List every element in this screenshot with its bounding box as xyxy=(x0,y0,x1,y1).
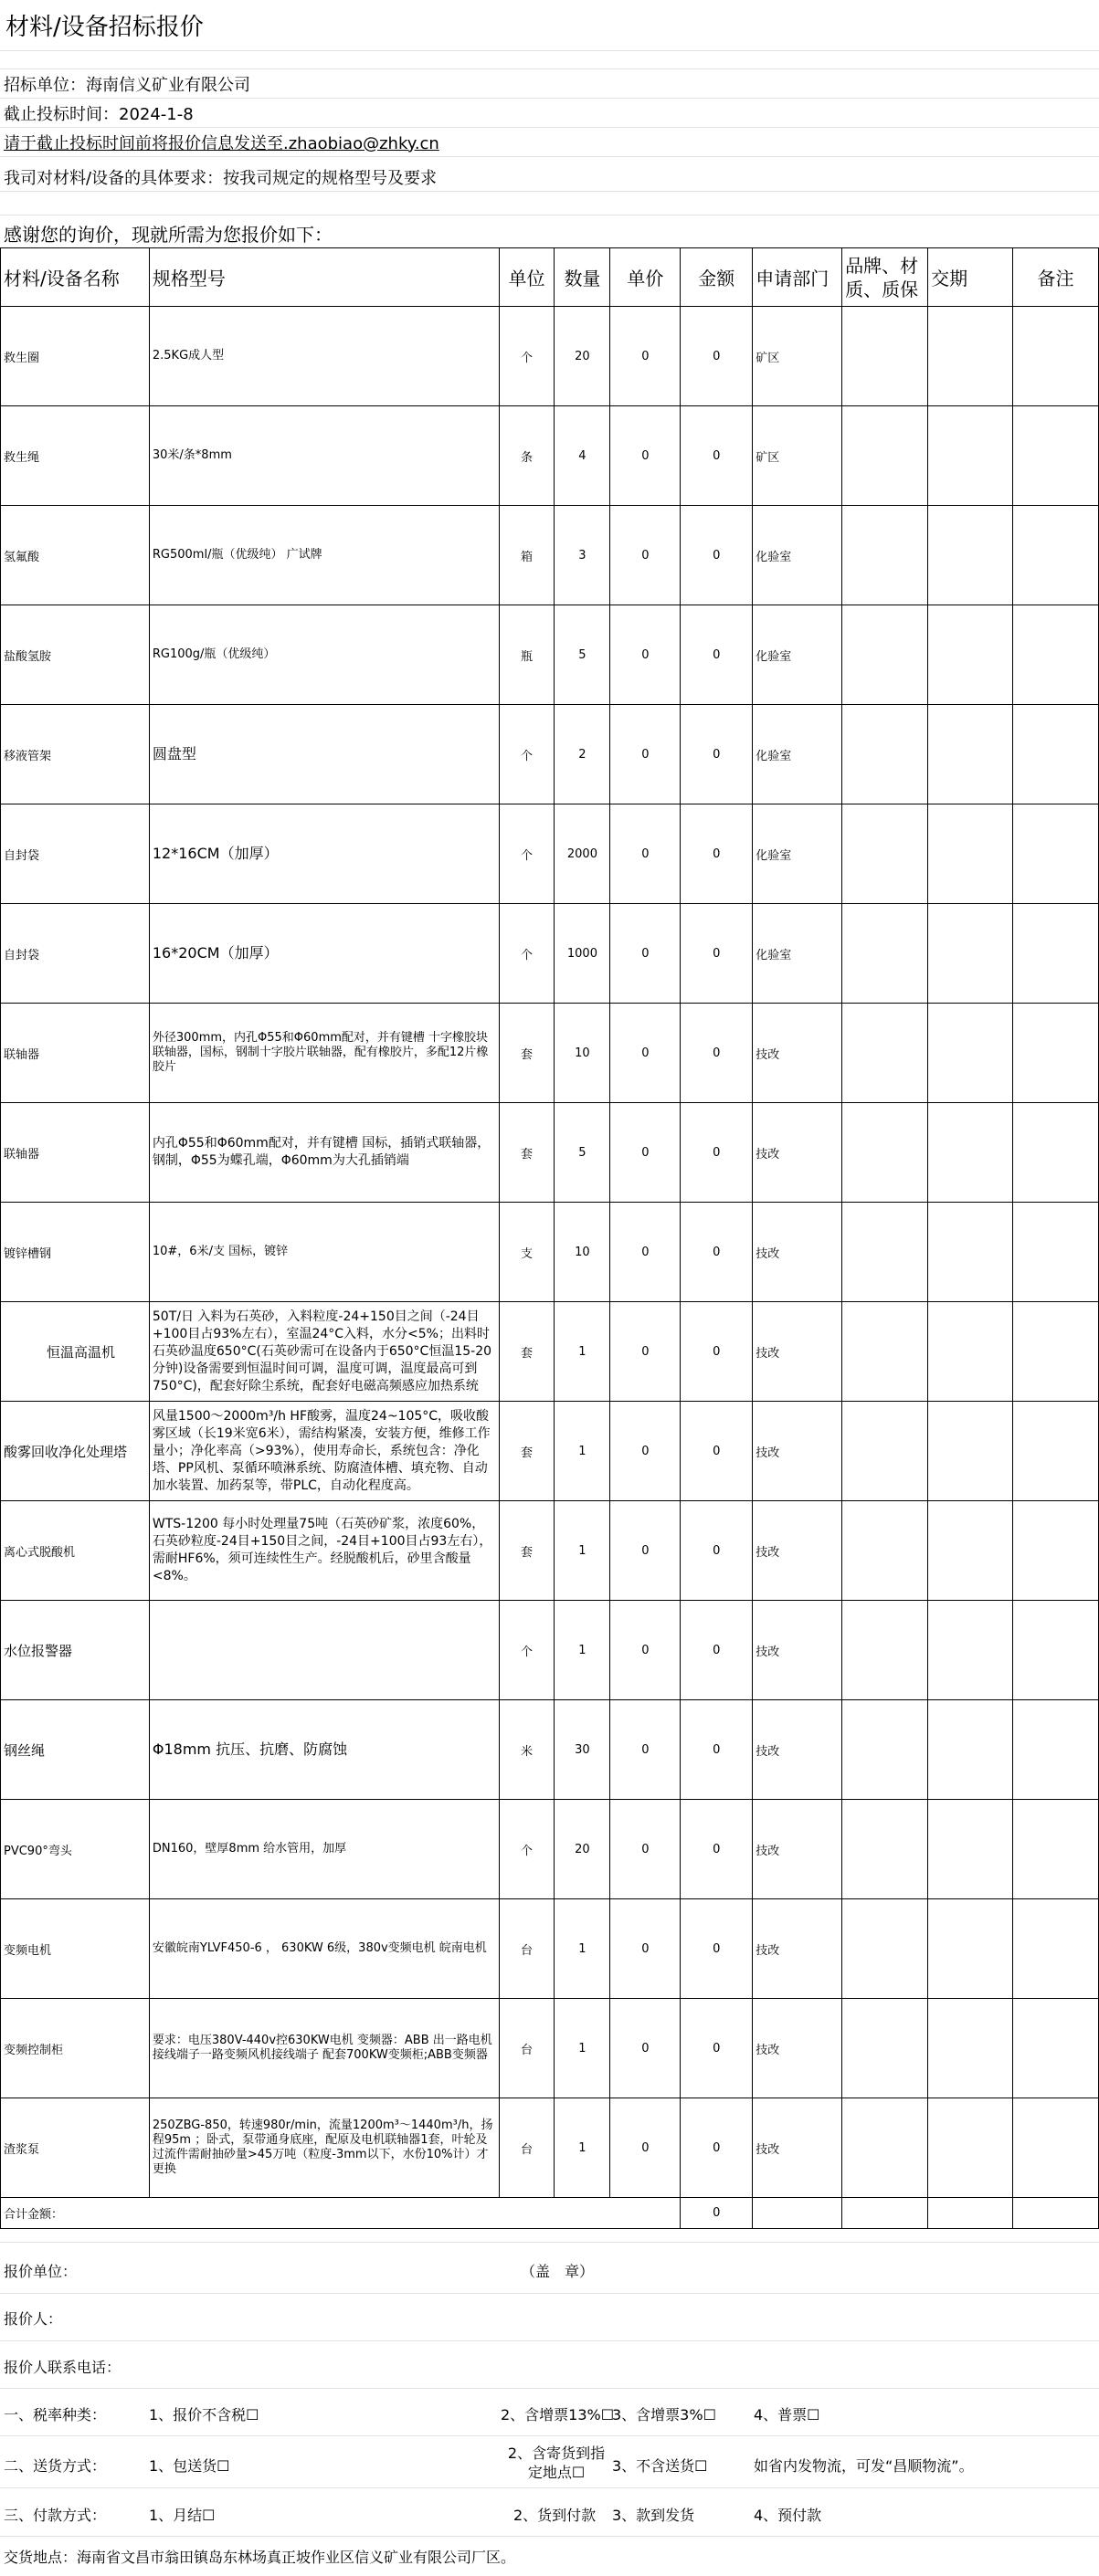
shipping-note: 如省内发物流，可发“昌顺物流”。 xyxy=(754,2457,974,2475)
item-dept: 技改 xyxy=(753,1004,842,1103)
item-dept: 矿区 xyxy=(753,406,842,506)
item-qty: 4 xyxy=(555,406,610,506)
item-price: 0 xyxy=(610,406,681,506)
payment-option-3[interactable]: 3、款到发货 xyxy=(612,2507,695,2524)
item-name: 变频电机 xyxy=(1,1899,150,1999)
item-price: 0 xyxy=(610,605,681,705)
item-price: 0 xyxy=(610,904,681,1004)
table-row xyxy=(1,1203,1099,1302)
item-name: 联轴器 xyxy=(1,1004,150,1103)
tax-option-3[interactable]: 3、含增票3%☐ xyxy=(612,2406,716,2424)
col-dept: 申请部门 xyxy=(753,248,842,307)
item-unit: 米 xyxy=(499,1700,555,1800)
item-amount: 0 xyxy=(681,307,753,406)
tax-option-1[interactable]: 1、报价不含税☐ xyxy=(149,2406,259,2424)
item-delivery xyxy=(928,406,1013,506)
item-name: 自封袋 xyxy=(1,804,150,904)
item-unit: 套 xyxy=(499,1302,555,1402)
table-row xyxy=(1,1601,1099,1700)
item-qty: 2000 xyxy=(555,804,610,904)
item-amount: 0 xyxy=(681,1800,753,1899)
item-amount: 0 xyxy=(681,2098,753,2198)
item-delivery xyxy=(928,1103,1013,1203)
item-unit: 个 xyxy=(499,804,555,904)
item-spec: 12*16CM（加厚） xyxy=(149,804,499,904)
item-dept: 化验室 xyxy=(753,705,842,804)
table-header-row xyxy=(1,248,1099,307)
item-price: 0 xyxy=(610,2098,681,2198)
item-dept: 技改 xyxy=(753,1103,842,1203)
item-amount: 0 xyxy=(681,1601,753,1700)
table-row xyxy=(1,1999,1099,2098)
table-row xyxy=(1,1800,1099,1899)
item-amount: 0 xyxy=(681,1501,753,1601)
item-brand xyxy=(842,1601,928,1700)
item-name: 恒温高温机 xyxy=(1,1302,150,1402)
item-price: 0 xyxy=(610,1103,681,1203)
table-row xyxy=(1,406,1099,506)
item-remark xyxy=(1013,1899,1099,1999)
item-name: 镀锌槽钢 xyxy=(1,1203,150,1302)
item-qty: 30 xyxy=(555,1700,610,1800)
item-qty: 3 xyxy=(555,506,610,605)
item-remark xyxy=(1013,605,1099,705)
item-qty: 20 xyxy=(555,307,610,406)
item-unit: 台 xyxy=(499,2098,555,2198)
item-spec: DN160，壁厚8mm 给水管用，加厚 xyxy=(149,1800,499,1899)
table-row xyxy=(1,1700,1099,1800)
item-name: 钢丝绳 xyxy=(1,1700,150,1800)
item-spec: 要求：电压380V-440v控630KW电机 变频器：ABB 出一路电机接线端子一路变频风机接线端子 配套700KW变频柜;ABB变频器 xyxy=(149,1999,499,2098)
item-amount: 0 xyxy=(681,406,753,506)
item-amount: 0 xyxy=(681,1402,753,1501)
item-dept: 技改 xyxy=(753,1402,842,1501)
item-remark xyxy=(1013,1999,1099,2098)
item-unit: 套 xyxy=(499,1501,555,1601)
item-dept: 技改 xyxy=(753,1501,842,1601)
item-amount: 0 xyxy=(681,1302,753,1402)
col-delivery: 交期 xyxy=(928,248,1013,307)
table-row xyxy=(1,1402,1099,1501)
item-price: 0 xyxy=(610,1501,681,1601)
item-remark xyxy=(1013,1203,1099,1302)
shipping-option-3[interactable]: 3、不含送货☐ xyxy=(612,2457,708,2475)
table-row xyxy=(1,307,1099,406)
item-brand xyxy=(842,1501,928,1601)
item-price: 0 xyxy=(610,506,681,605)
item-price: 0 xyxy=(610,1402,681,1501)
item-spec: 30米/条*8mm xyxy=(149,406,499,506)
item-delivery xyxy=(928,1999,1013,2098)
item-name: 水位报警器 xyxy=(1,1601,150,1700)
item-name: PVC90°弯头 xyxy=(1,1800,150,1899)
page-title: 材料/设备招标报价 xyxy=(0,0,1099,51)
item-remark xyxy=(1013,705,1099,804)
item-unit: 套 xyxy=(499,1103,555,1203)
item-qty: 1 xyxy=(555,1899,610,1999)
table-row xyxy=(1,1103,1099,1203)
item-brand xyxy=(842,506,928,605)
item-name: 救生圈 xyxy=(1,307,150,406)
item-qty: 1 xyxy=(555,1999,610,2098)
item-delivery xyxy=(928,307,1013,406)
item-dept: 技改 xyxy=(753,1999,842,2098)
item-brand xyxy=(842,1203,928,1302)
item-qty: 10 xyxy=(555,1004,610,1103)
tax-label: 一、税率种类： xyxy=(4,2406,107,2424)
item-brand xyxy=(842,1999,928,2098)
col-price: 单价 xyxy=(610,248,681,307)
item-spec: 250ZBG-850，转速980r/min，流量1200m³～1440m³/h，扬程95m ；卧式，泵带通身底座，配原及电机联轴器1套，叶轮及过流件需耐抽砂量>45万吨（粒度-3mm以下，水份10%计）才更换 xyxy=(149,2098,499,2198)
item-amount: 0 xyxy=(681,1004,753,1103)
item-delivery xyxy=(928,904,1013,1004)
item-spec: 安徽皖南YLVF450-6 ， 630KW 6级，380v变频电机 皖南电机 xyxy=(149,1899,499,1999)
item-amount: 0 xyxy=(681,1999,753,2098)
item-qty: 1 xyxy=(555,1402,610,1501)
item-brand xyxy=(842,1899,928,1999)
item-unit: 瓶 xyxy=(499,605,555,705)
item-unit: 套 xyxy=(499,1004,555,1103)
item-remark xyxy=(1013,1103,1099,1203)
item-price: 0 xyxy=(610,307,681,406)
item-remark xyxy=(1013,2098,1099,2198)
email-line[interactable] xyxy=(0,128,1099,157)
item-brand xyxy=(842,2098,928,2198)
item-name: 自封袋 xyxy=(1,904,150,1004)
item-brand xyxy=(842,904,928,1004)
item-dept: 技改 xyxy=(753,1601,842,1700)
quotation-table xyxy=(0,247,1099,2229)
item-delivery xyxy=(928,1899,1013,1999)
item-dept: 矿区 xyxy=(753,307,842,406)
col-amount: 金额 xyxy=(681,248,753,307)
item-qty: 20 xyxy=(555,1800,610,1899)
bidder-line: 招标单位：海南信义矿业有限公司 xyxy=(0,69,1099,99)
item-remark xyxy=(1013,804,1099,904)
item-spec: 内孔Φ55和Φ60mm配对，并有键槽 国标，插销式联轴器，钢制，Φ55为蝶孔端，Φ60mm为大孔插销端 xyxy=(149,1103,499,1203)
item-dept: 技改 xyxy=(753,1800,842,1899)
item-name: 变频控制柜 xyxy=(1,1999,150,2098)
col-name: 材料/设备名称 xyxy=(1,248,150,307)
item-brand xyxy=(842,1302,928,1402)
table-row xyxy=(1,2098,1099,2198)
item-price: 0 xyxy=(610,804,681,904)
item-delivery xyxy=(928,1800,1013,1899)
item-dept: 技改 xyxy=(753,1302,842,1402)
item-dept: 化验室 xyxy=(753,605,842,705)
item-delivery xyxy=(928,2098,1013,2198)
item-price: 0 xyxy=(610,1999,681,2098)
item-delivery xyxy=(928,804,1013,904)
email-link[interactable]: 请于截止投标时间前将报价信息发送至.zhaobiao@zhky.cn xyxy=(4,133,439,153)
item-remark xyxy=(1013,1700,1099,1800)
item-delivery xyxy=(928,705,1013,804)
item-unit: 个 xyxy=(499,705,555,804)
item-unit: 个 xyxy=(499,307,555,406)
item-spec: Φ18mm 抗压、抗磨、防腐蚀 xyxy=(149,1700,499,1800)
item-price: 0 xyxy=(610,1302,681,1402)
item-amount: 0 xyxy=(681,904,753,1004)
item-remark xyxy=(1013,406,1099,506)
item-remark xyxy=(1013,1402,1099,1501)
item-brand xyxy=(842,307,928,406)
item-dept: 化验室 xyxy=(753,904,842,1004)
item-name: 酸雾回收净化处理塔 xyxy=(1,1402,150,1501)
quoter-label: 报价人： xyxy=(4,2310,63,2328)
item-price: 0 xyxy=(610,1800,681,1899)
table-row xyxy=(1,1501,1099,1601)
table-row xyxy=(1,1004,1099,1103)
item-spec: 2.5KG成人型 xyxy=(149,307,499,406)
item-unit: 条 xyxy=(499,406,555,506)
item-delivery xyxy=(928,1004,1013,1103)
item-name: 渣浆泵 xyxy=(1,2098,150,2198)
item-spec xyxy=(149,1601,499,1700)
table-row xyxy=(1,705,1099,804)
item-qty: 10 xyxy=(555,1203,610,1302)
item-spec: 圆盘型 xyxy=(149,705,499,804)
quote-unit-label: 报价单位： xyxy=(4,2263,78,2280)
item-brand xyxy=(842,1103,928,1203)
item-delivery xyxy=(928,1700,1013,1800)
item-amount: 0 xyxy=(681,605,753,705)
col-unit: 单位 xyxy=(499,248,555,307)
item-amount: 0 xyxy=(681,804,753,904)
item-delivery xyxy=(928,1501,1013,1601)
table-row xyxy=(1,904,1099,1004)
item-qty: 2 xyxy=(555,705,610,804)
tax-option-2[interactable]: 2、含增票13%☐ xyxy=(501,2406,615,2424)
item-amount: 0 xyxy=(681,506,753,605)
item-price: 0 xyxy=(610,1203,681,1302)
item-delivery xyxy=(928,1203,1013,1302)
item-spec: 外径300mm，内孔Φ55和Φ60mm配对，并有键槽 十字橡胶块联轴器，国标，钢制十字胶片联轴器，配有橡胶片，多配12片橡胶片 xyxy=(149,1004,499,1103)
item-delivery xyxy=(928,506,1013,605)
item-dept: 技改 xyxy=(753,1899,842,1999)
item-remark xyxy=(1013,1501,1099,1601)
thanks-line: 感谢您的询价，现就所需为您报价如下： xyxy=(4,223,333,246)
item-name: 联轴器 xyxy=(1,1103,150,1203)
item-brand xyxy=(842,705,928,804)
item-spec: WTS-1200 每小时处理量75吨（石英砂矿浆，浓度60%，石英砂粒度-24目+150目之间，-24目+100目占93左右），需耐HF6%，须可连续性生产。经脱酸机后，砂里含酸量<8%。 xyxy=(149,1501,499,1601)
item-brand xyxy=(842,1004,928,1103)
item-unit: 支 xyxy=(499,1203,555,1302)
item-spec: 50T/日 入料为石英砂，入料粒度-24+150目之间（-24目+100目占93%左右），室温24°C入料，水分<5%；出料时石英砂温度650°C(石英砂需可在设备内于650°C恒温15-20分钟)设备需要到恒温时间可调，温度可调，温度最高可到750°C)，配套好除尘系统，配套好电磁高频感应加热系统 xyxy=(149,1302,499,1402)
item-qty: 1 xyxy=(555,1601,610,1700)
seal-label: （盖 章） xyxy=(521,2263,595,2280)
item-remark xyxy=(1013,1004,1099,1103)
item-qty: 5 xyxy=(555,605,610,705)
item-dept: 技改 xyxy=(753,2098,842,2198)
payment-option-1[interactable]: 1、月结☐ xyxy=(149,2507,216,2524)
item-name: 救生绳 xyxy=(1,406,150,506)
item-amount: 0 xyxy=(681,1103,753,1203)
payment-option-2[interactable]: 2、货到付款 xyxy=(513,2507,597,2524)
item-qty: 1000 xyxy=(555,904,610,1004)
col-spec: 规格型号 xyxy=(149,248,499,307)
item-unit: 台 xyxy=(499,1999,555,2098)
item-unit: 台 xyxy=(499,1899,555,1999)
item-brand xyxy=(842,804,928,904)
item-spec: 10#，6米/支 国标，镀锌 xyxy=(149,1203,499,1302)
table-row xyxy=(1,1302,1099,1402)
item-dept: 技改 xyxy=(753,1203,842,1302)
item-dept: 化验室 xyxy=(753,506,842,605)
table-row xyxy=(1,506,1099,605)
item-delivery xyxy=(928,1402,1013,1501)
item-remark xyxy=(1013,307,1099,406)
item-dept: 技改 xyxy=(753,1700,842,1800)
payment-label: 三、付款方式： xyxy=(4,2507,107,2524)
total-value: 0 xyxy=(681,2198,753,2229)
item-amount: 0 xyxy=(681,1700,753,1800)
item-name: 移液管架 xyxy=(1,705,150,804)
item-spec: 风量1500～2000m³/h HF酸雾，温度24~105°C，吸收酸雾区域（长19米宽6米），需结构紧凑，安装方便，维修工作量小；净化率高（>93%），使用寿命长，系统包含：净化塔、PP风机、泵循环喷淋系统、防腐渣体槽、填充物、自动加水装置、加药泵等，带PLC，自动化程度高。 xyxy=(149,1402,499,1501)
item-unit: 个 xyxy=(499,1601,555,1700)
item-qty: 1 xyxy=(555,1302,610,1402)
item-brand xyxy=(842,406,928,506)
shipping-label: 二、送货方式： xyxy=(4,2457,107,2475)
item-delivery xyxy=(928,1302,1013,1402)
col-qty: 数量 xyxy=(555,248,610,307)
item-name: 盐酸氢胺 xyxy=(1,605,150,705)
shipping-option-2[interactable]: 2、含寄货到指定地点☐ xyxy=(507,2445,606,2481)
item-price: 0 xyxy=(610,1601,681,1700)
item-unit: 套 xyxy=(499,1402,555,1501)
table-row xyxy=(1,605,1099,705)
item-spec: RG100g/瓶（优级纯） xyxy=(149,605,499,705)
item-price: 0 xyxy=(610,1700,681,1800)
table-row xyxy=(1,1899,1099,1999)
item-amount: 0 xyxy=(681,1899,753,1999)
requirement-line: 我司对材料/设备的具体要求：按我司规定的规格型号及要求 xyxy=(0,163,1099,192)
item-name: 离心式脱酸机 xyxy=(1,1501,150,1601)
shipping-option-1[interactable]: 1、包送货☐ xyxy=(149,2457,230,2475)
item-remark xyxy=(1013,506,1099,605)
table-row xyxy=(1,804,1099,904)
item-amount: 0 xyxy=(681,1203,753,1302)
item-brand xyxy=(842,605,928,705)
total-row xyxy=(1,2198,1099,2229)
item-spec: 16*20CM（加厚） xyxy=(149,904,499,1004)
item-brand xyxy=(842,1402,928,1501)
item-remark xyxy=(1013,1302,1099,1402)
item-price: 0 xyxy=(610,705,681,804)
total-label: 合计金额： xyxy=(1,2198,681,2229)
item-dept: 化验室 xyxy=(753,804,842,904)
delivery-address: 交货地点：海南省文昌市翁田镇岛东林场真正坡作业区信义矿业有限公司厂区。 xyxy=(4,2549,516,2566)
payment-option-4[interactable]: 4、预付款 xyxy=(754,2507,822,2524)
tax-option-4[interactable]: 4、普票☐ xyxy=(754,2406,820,2424)
item-qty: 1 xyxy=(555,2098,610,2198)
col-remark: 备注 xyxy=(1013,248,1099,307)
item-delivery xyxy=(928,605,1013,705)
item-qty: 5 xyxy=(555,1103,610,1203)
item-brand xyxy=(842,1700,928,1800)
item-remark xyxy=(1013,1800,1099,1899)
item-name: 氢氟酸 xyxy=(1,506,150,605)
item-unit: 箱 xyxy=(499,506,555,605)
item-amount: 0 xyxy=(681,705,753,804)
deadline-line: 截止投标时间：2024-1-8 xyxy=(0,99,1099,128)
item-remark xyxy=(1013,904,1099,1004)
item-spec: RG500ml/瓶（优级纯） 广试牌 xyxy=(149,506,499,605)
item-price: 0 xyxy=(610,1004,681,1103)
item-unit: 个 xyxy=(499,904,555,1004)
phone-label: 报价人联系电话： xyxy=(4,2359,122,2376)
item-qty: 1 xyxy=(555,1501,610,1601)
item-remark xyxy=(1013,1601,1099,1700)
item-delivery xyxy=(928,1601,1013,1700)
item-price: 0 xyxy=(610,1899,681,1999)
col-brand: 品牌、材质、质保 xyxy=(842,248,928,307)
item-unit: 个 xyxy=(499,1800,555,1899)
item-brand xyxy=(842,1800,928,1899)
